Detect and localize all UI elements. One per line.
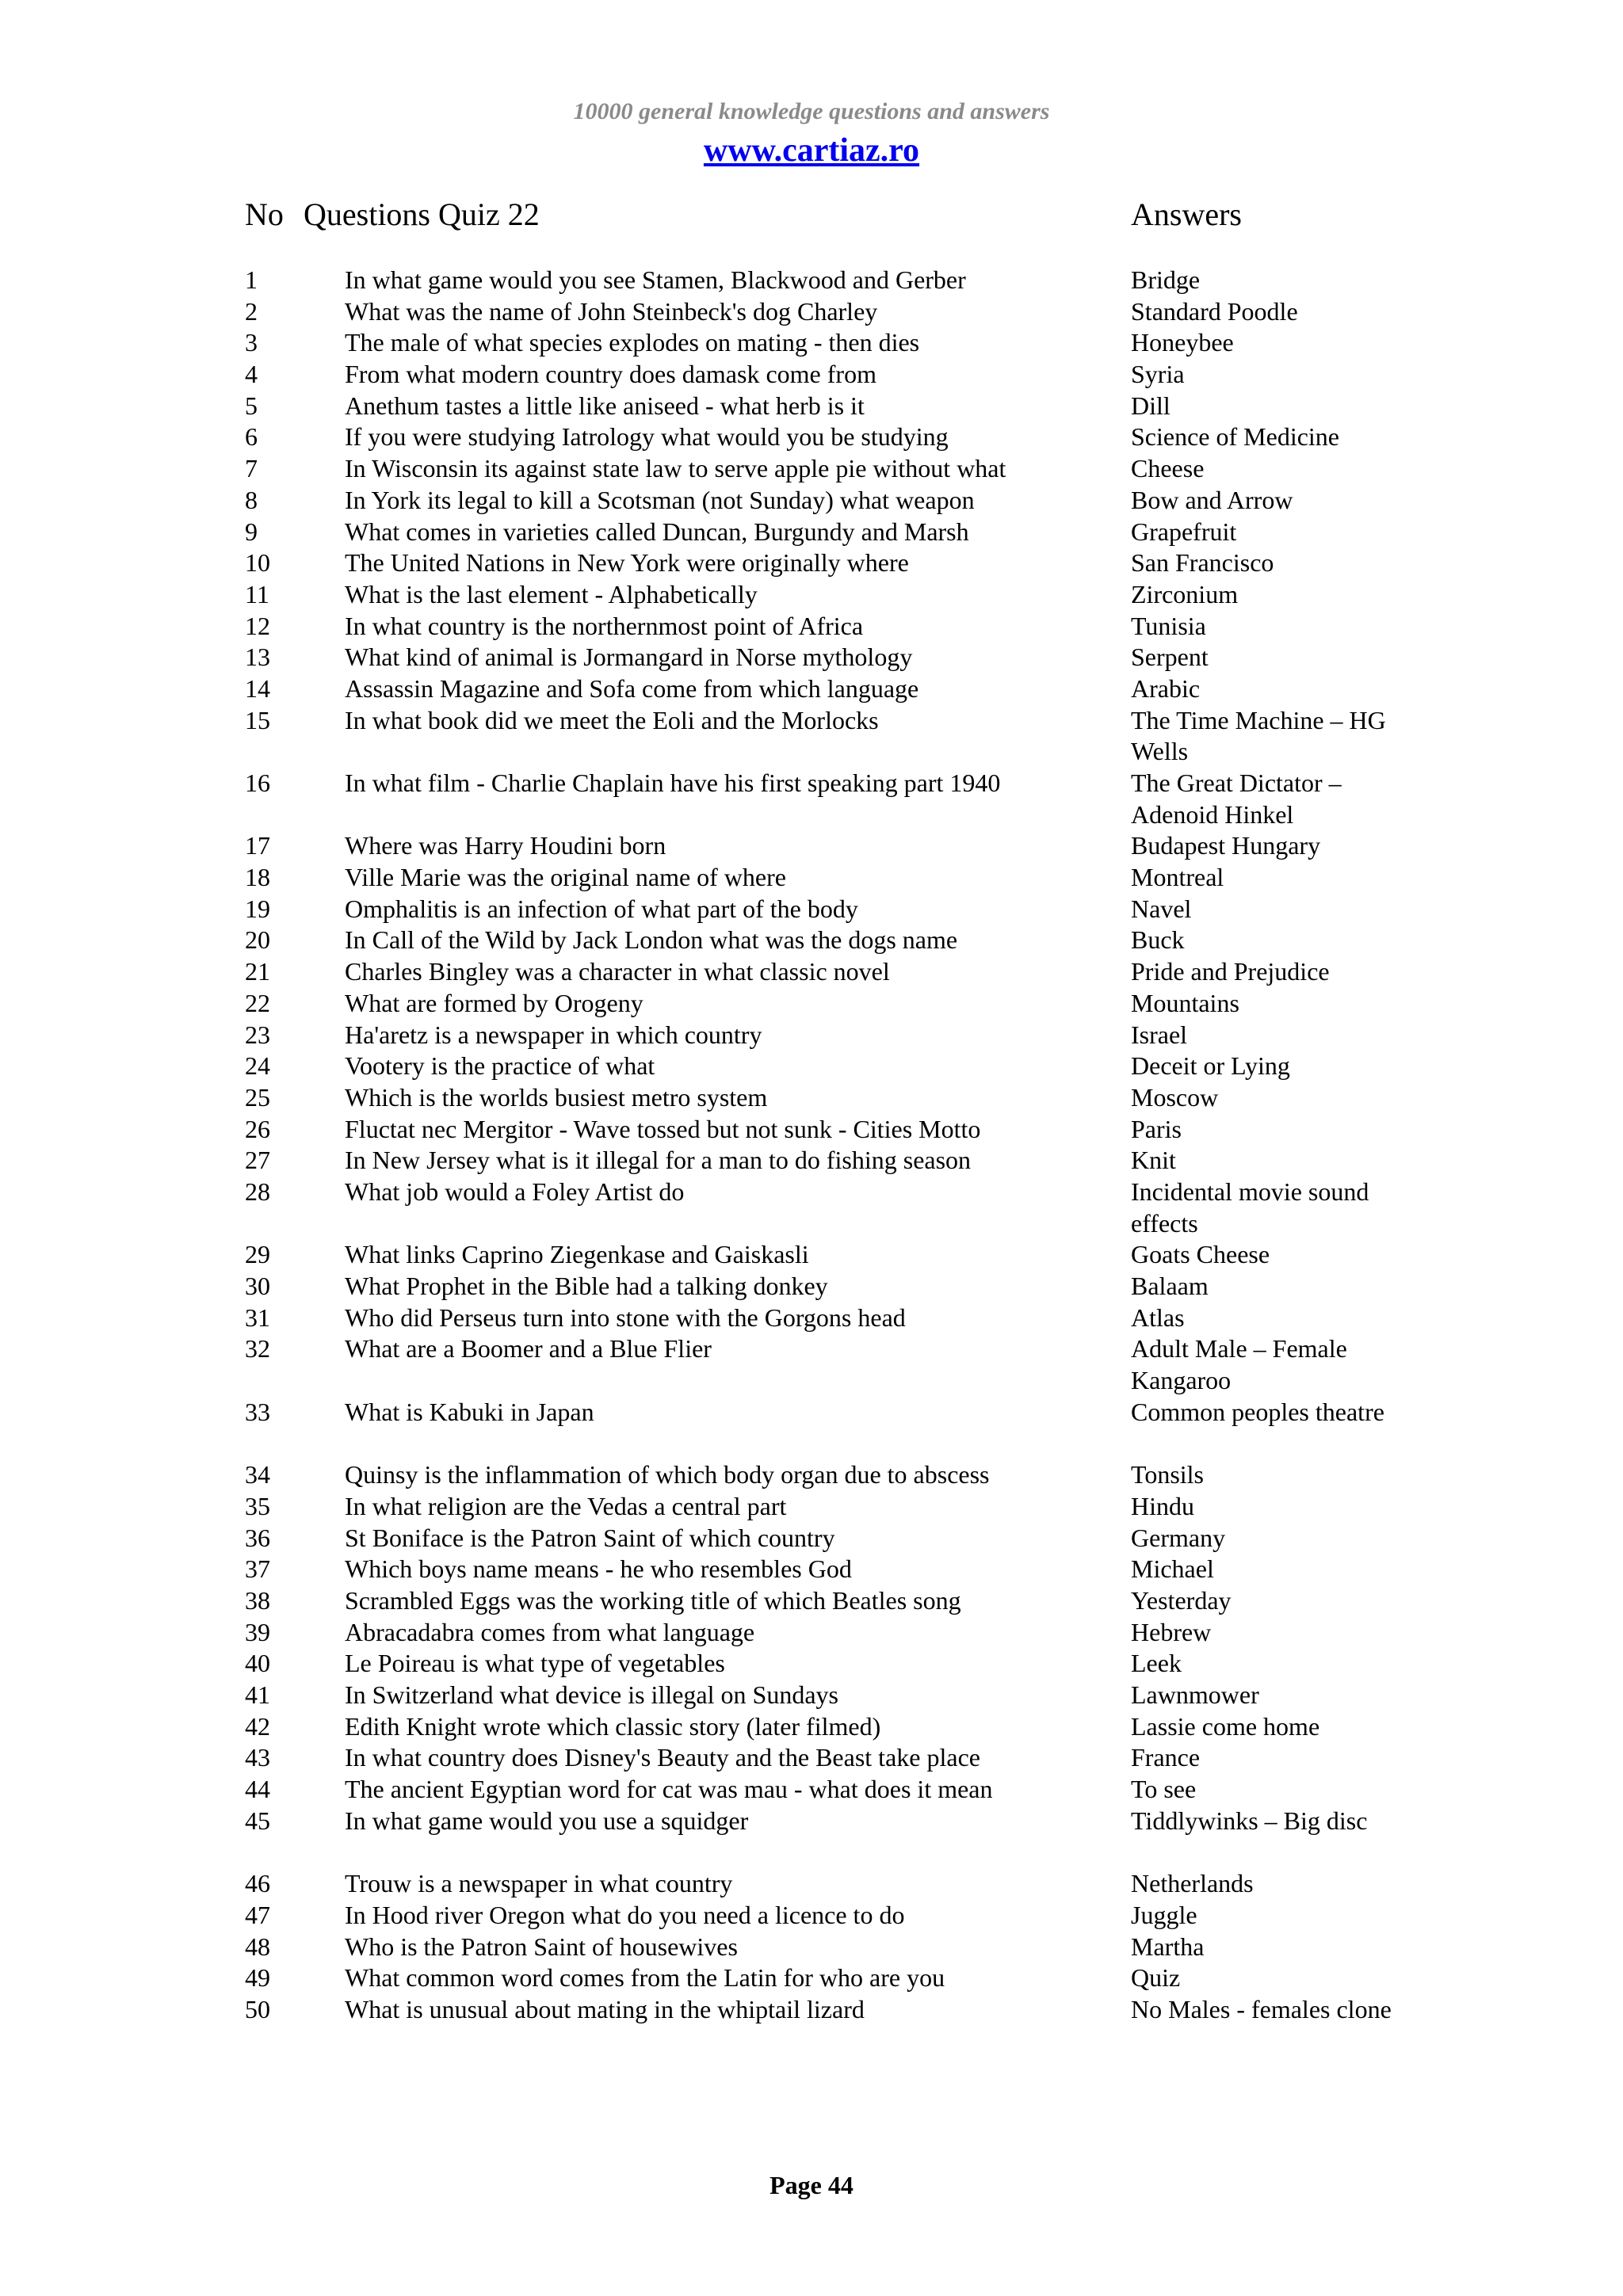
column-header-answers: Answers bbox=[1131, 196, 1242, 232]
question-number: 45 bbox=[245, 1806, 270, 1835]
table-row bbox=[0, 1397, 1623, 1459]
answer-text: Quiz bbox=[1131, 1963, 1181, 1993]
question-number: 12 bbox=[245, 611, 270, 640]
answer-text: Tonsils bbox=[1131, 1460, 1204, 1489]
table-row bbox=[0, 925, 1623, 956]
question-text: Anethum tastes a little like aniseed - what herb is it bbox=[345, 391, 865, 420]
answer-text: Netherlands bbox=[1131, 1869, 1254, 1898]
table-row bbox=[0, 1554, 1623, 1585]
question-number: 28 bbox=[245, 1177, 270, 1206]
question-text: From what modern country does damask come from bbox=[345, 360, 876, 389]
table-row bbox=[0, 359, 1623, 391]
question-number: 11 bbox=[245, 579, 269, 608]
question-number: 23 bbox=[245, 1020, 270, 1049]
question-number: 33 bbox=[245, 1397, 270, 1426]
table-row bbox=[0, 1271, 1623, 1302]
question-number: 49 bbox=[245, 1963, 270, 1993]
answer-text: Leek bbox=[1131, 1649, 1182, 1678]
column-header-no: No bbox=[245, 196, 284, 232]
question-text: Where was Harry Houdini born bbox=[345, 831, 666, 860]
table-row bbox=[0, 485, 1623, 517]
question-number: 6 bbox=[245, 422, 258, 452]
answer-text: Cheese bbox=[1131, 454, 1205, 483]
question-text: Who is the Patron Saint of housewives bbox=[345, 1932, 738, 1961]
question-text: What is unusual about mating in the whiptail lizard bbox=[345, 1994, 865, 2023]
answer-text: Lassie come home bbox=[1131, 1711, 1320, 1741]
question-number: 4 bbox=[245, 360, 258, 389]
table-row bbox=[0, 1680, 1623, 1711]
question-text: Edith Knight wrote which classic story (later filmed) bbox=[345, 1711, 881, 1741]
answer-text: Standard Poodle bbox=[1131, 296, 1298, 326]
answer-text: Germany bbox=[1131, 1523, 1226, 1552]
question-text: What are formed by Orogeny bbox=[345, 988, 643, 1017]
question-number: 50 bbox=[245, 1994, 270, 2023]
table-row bbox=[0, 517, 1623, 548]
question-number: 31 bbox=[245, 1302, 270, 1332]
question-number: 35 bbox=[245, 1491, 270, 1520]
question-text: What comes in varieties called Duncan, Burgundy and Marsh bbox=[345, 517, 969, 546]
question-text: In what film - Charlie Chaplain have his first speaking part 1940 bbox=[345, 769, 1001, 798]
answer-text: Lawnmower bbox=[1131, 1680, 1259, 1710]
answer-text: To see bbox=[1131, 1775, 1197, 1804]
question-text: What is Kabuki in Japan bbox=[345, 1397, 594, 1426]
question-text: What is the last element - Alphabetically bbox=[345, 579, 758, 608]
question-number: 39 bbox=[245, 1617, 270, 1646]
question-number: 36 bbox=[245, 1523, 270, 1552]
question-text: What are a Boomer and a Blue Flier bbox=[345, 1334, 712, 1363]
page-number: Page 44 bbox=[769, 2171, 854, 2199]
question-number: 22 bbox=[245, 988, 270, 1017]
question-number: 2 bbox=[245, 296, 258, 326]
site-link[interactable]: www.cartiaz.ro bbox=[703, 132, 920, 169]
table-row bbox=[0, 1932, 1623, 1963]
question-text: Scrambled Eggs was the working title of which Beatles song bbox=[345, 1585, 961, 1615]
question-number: 7 bbox=[245, 454, 258, 483]
question-number: 10 bbox=[245, 548, 270, 578]
table-row bbox=[0, 673, 1623, 705]
answer-text: Bow and Arrow bbox=[1131, 485, 1293, 514]
question-number: 43 bbox=[245, 1743, 270, 1772]
table-row bbox=[0, 862, 1623, 894]
answer-text: Paris bbox=[1131, 1114, 1182, 1143]
question-number: 9 bbox=[245, 517, 258, 546]
table-row bbox=[0, 453, 1623, 485]
table-row bbox=[0, 1177, 1623, 1239]
table-row bbox=[0, 1333, 1623, 1396]
answer-text: Mountains bbox=[1131, 988, 1239, 1017]
answer-text: Buck bbox=[1131, 925, 1185, 955]
question-text: What links Caprino Ziegenkase and Gaiskasli bbox=[345, 1240, 809, 1269]
question-number: 27 bbox=[245, 1146, 270, 1175]
answer-text: Israel bbox=[1131, 1020, 1188, 1049]
question-text: Le Poireau is what type of vegetables bbox=[345, 1649, 725, 1678]
question-text: Trouw is a newspaper in what country bbox=[345, 1869, 733, 1898]
answer-text: Michael bbox=[1131, 1554, 1214, 1584]
answer-text: Goats Cheese bbox=[1131, 1240, 1270, 1269]
table-row bbox=[0, 547, 1623, 579]
question-number: 29 bbox=[245, 1240, 270, 1269]
table-row bbox=[0, 1114, 1623, 1146]
table-row bbox=[0, 296, 1623, 328]
question-text: Fluctat nec Mergitor - Wave tossed but not sunk - Cities Motto bbox=[345, 1114, 981, 1143]
question-text: In Hood river Oregon what do you need a licence to do bbox=[345, 1900, 905, 1929]
question-number: 13 bbox=[245, 643, 270, 672]
table-row bbox=[0, 579, 1623, 611]
answer-text: Budapest Hungary bbox=[1131, 831, 1321, 860]
table-row bbox=[0, 1648, 1623, 1680]
question-text: In what book did we meet the Eoli and the Morlocks bbox=[345, 705, 879, 734]
question-number: 17 bbox=[245, 831, 270, 860]
question-text: In New Jersey what is it illegal for a man to do fishing season bbox=[345, 1146, 972, 1175]
question-text: In Wisconsin its against state law to serve apple pie without what bbox=[345, 454, 1006, 483]
table-row bbox=[0, 1711, 1623, 1743]
quiz-table bbox=[0, 265, 1623, 2057]
table-row bbox=[0, 894, 1623, 925]
answer-text: Serpent bbox=[1131, 643, 1209, 672]
answer-text: Grapefruit bbox=[1131, 517, 1237, 546]
table-row bbox=[0, 1523, 1623, 1554]
question-text: What Prophet in the Bible had a talking donkey bbox=[345, 1272, 828, 1301]
question-text: In York its legal to kill a Scotsman (not Sunday) what weapon bbox=[345, 485, 975, 514]
question-number: 26 bbox=[245, 1114, 270, 1143]
answer-text: Syria bbox=[1131, 360, 1185, 389]
table-row bbox=[0, 1239, 1623, 1271]
question-number: 41 bbox=[245, 1680, 270, 1710]
question-text: Abracadabra comes from what language bbox=[345, 1617, 755, 1646]
question-number: 24 bbox=[245, 1051, 270, 1081]
question-text: What job would a Foley Artist do bbox=[345, 1177, 685, 1206]
question-text: Who did Perseus turn into stone with the Gorgons head bbox=[345, 1302, 906, 1332]
answer-text: Tiddlywinks – Big disc bbox=[1131, 1806, 1368, 1835]
question-number: 32 bbox=[245, 1334, 270, 1363]
answer-text: Science of Medicine bbox=[1131, 422, 1339, 452]
answer-text: Yesterday bbox=[1131, 1585, 1232, 1615]
answer-text: Balaam bbox=[1131, 1272, 1209, 1301]
question-number: 42 bbox=[245, 1711, 270, 1741]
answer-text: Martha bbox=[1131, 1932, 1205, 1961]
question-number: 5 bbox=[245, 391, 258, 420]
answer-text: Common peoples theatre bbox=[1131, 1397, 1384, 1426]
question-number: 38 bbox=[245, 1585, 270, 1615]
table-row bbox=[0, 421, 1623, 453]
answer-text: Adult Male – Female Kangaroo bbox=[1131, 1334, 1347, 1395]
table-row bbox=[0, 1051, 1623, 1082]
answer-text: Hebrew bbox=[1131, 1617, 1212, 1646]
table-row bbox=[0, 1868, 1623, 1900]
answer-text: San Francisco bbox=[1131, 548, 1274, 578]
question-text: In what religion are the Vedas a central part bbox=[345, 1491, 787, 1520]
question-text: Which boys name means - he who resembles God bbox=[345, 1554, 852, 1584]
question-text: If you were studying Iatrology what would you be studying bbox=[345, 422, 949, 452]
question-number: 19 bbox=[245, 894, 270, 923]
answer-text: Atlas bbox=[1131, 1302, 1185, 1332]
table-row bbox=[0, 1585, 1623, 1617]
question-number: 20 bbox=[245, 925, 270, 955]
answer-text: France bbox=[1131, 1743, 1201, 1772]
table-row bbox=[0, 1020, 1623, 1051]
table-row bbox=[0, 956, 1623, 988]
table-row bbox=[0, 611, 1623, 643]
question-text: In what country does Disney's Beauty and the Beast take place bbox=[345, 1743, 980, 1772]
question-text: St Boniface is the Patron Saint of which country bbox=[345, 1523, 835, 1552]
question-number: 30 bbox=[245, 1272, 270, 1301]
question-number: 14 bbox=[245, 673, 270, 703]
question-text: Charles Bingley was a character in what classic novel bbox=[345, 957, 890, 986]
table-row bbox=[0, 830, 1623, 862]
table-row bbox=[0, 1617, 1623, 1649]
table-row bbox=[0, 265, 1623, 296]
question-text: Ville Marie was the original name of where bbox=[345, 863, 786, 892]
table-row bbox=[0, 391, 1623, 422]
question-number: 25 bbox=[245, 1082, 270, 1112]
table-row bbox=[0, 1962, 1623, 1994]
question-text: In what game would you see Stamen, Blackwood and Gerber bbox=[345, 265, 966, 294]
table-row bbox=[0, 1459, 1623, 1491]
question-number: 47 bbox=[245, 1900, 270, 1929]
question-text: Assassin Magazine and Sofa come from which language bbox=[345, 673, 919, 703]
book-title: 10000 general knowledge questions and answers bbox=[573, 98, 1050, 124]
table-row bbox=[0, 327, 1623, 359]
question-number: 1 bbox=[245, 265, 258, 294]
answer-text: Tunisia bbox=[1131, 611, 1206, 640]
answer-text: Pride and Prejudice bbox=[1131, 957, 1330, 986]
question-number: 40 bbox=[245, 1649, 270, 1678]
question-number: 48 bbox=[245, 1932, 270, 1961]
question-text: The United Nations in New York were originally where bbox=[345, 548, 909, 578]
table-row bbox=[0, 1145, 1623, 1177]
answer-text: Deceit or Lying bbox=[1131, 1051, 1290, 1081]
answer-text: Bridge bbox=[1131, 265, 1201, 294]
table-row bbox=[0, 1806, 1623, 1868]
question-text: What was the name of John Steinbeck's dog Charley bbox=[345, 296, 878, 326]
table-row bbox=[0, 705, 1623, 768]
table-row bbox=[0, 642, 1623, 673]
question-number: 37 bbox=[245, 1554, 270, 1584]
table-row bbox=[0, 1302, 1623, 1334]
answer-text: Montreal bbox=[1131, 863, 1224, 892]
question-text: In what game would you use a squidger bbox=[345, 1806, 749, 1835]
table-row bbox=[0, 988, 1623, 1020]
question-text: In Switzerland what device is illegal on Sundays bbox=[345, 1680, 838, 1710]
table-row bbox=[0, 768, 1623, 830]
question-number: 21 bbox=[245, 957, 270, 986]
question-number: 15 bbox=[245, 705, 270, 734]
question-text: The ancient Egyptian word for cat was mau - what does it mean bbox=[345, 1775, 993, 1804]
table-row bbox=[0, 1742, 1623, 1774]
question-number: 8 bbox=[245, 485, 258, 514]
question-number: 3 bbox=[245, 328, 258, 357]
answer-text: Knit bbox=[1131, 1146, 1176, 1175]
question-number: 18 bbox=[245, 863, 270, 892]
table-row bbox=[0, 1774, 1623, 1806]
table-row bbox=[0, 1994, 1623, 2057]
question-text: What kind of animal is Jormangard in Norse mythology bbox=[345, 643, 913, 672]
answer-text: Juggle bbox=[1131, 1900, 1197, 1929]
answer-text: Moscow bbox=[1131, 1082, 1219, 1112]
answer-text: Navel bbox=[1131, 894, 1192, 923]
question-number: 16 bbox=[245, 769, 270, 798]
question-text: Quinsy is the inflammation of which body organ due to abscess bbox=[345, 1460, 990, 1489]
answer-text: Hindu bbox=[1131, 1491, 1194, 1520]
question-text: The male of what species explodes on mating - then dies bbox=[345, 328, 920, 357]
answer-text: Honeybee bbox=[1131, 328, 1234, 357]
answer-text: Dill bbox=[1131, 391, 1170, 420]
question-text: Vootery is the practice of what bbox=[345, 1051, 655, 1081]
table-row bbox=[0, 1082, 1623, 1114]
table-row bbox=[0, 1491, 1623, 1523]
question-number: 44 bbox=[245, 1775, 270, 1804]
answer-text: The Great Dictator – Adenoid Hinkel bbox=[1131, 769, 1342, 829]
question-text: In what country is the northernmost point of Africa bbox=[345, 611, 864, 640]
answer-text: The Time Machine – HG Wells bbox=[1131, 705, 1386, 766]
answer-text: No Males - females clone bbox=[1131, 1994, 1392, 2023]
column-header-questions: Questions Quiz 22 bbox=[304, 196, 540, 232]
answer-text: Incidental movie sound effects bbox=[1131, 1177, 1369, 1238]
question-number: 34 bbox=[245, 1460, 270, 1489]
question-text: Which is the worlds busiest metro system bbox=[345, 1082, 768, 1112]
answer-text: Arabic bbox=[1131, 673, 1201, 703]
table-row bbox=[0, 1900, 1623, 1932]
question-number: 46 bbox=[245, 1869, 270, 1898]
question-text: Omphalitis is an infection of what part of the body bbox=[345, 894, 858, 923]
question-text: Ha'aretz is a newspaper in which country bbox=[345, 1020, 762, 1049]
question-text: In Call of the Wild by Jack London what was the dogs name bbox=[345, 925, 958, 955]
question-text: What common word comes from the Latin for who are you bbox=[345, 1963, 945, 1993]
answer-text: Zirconium bbox=[1131, 579, 1239, 608]
